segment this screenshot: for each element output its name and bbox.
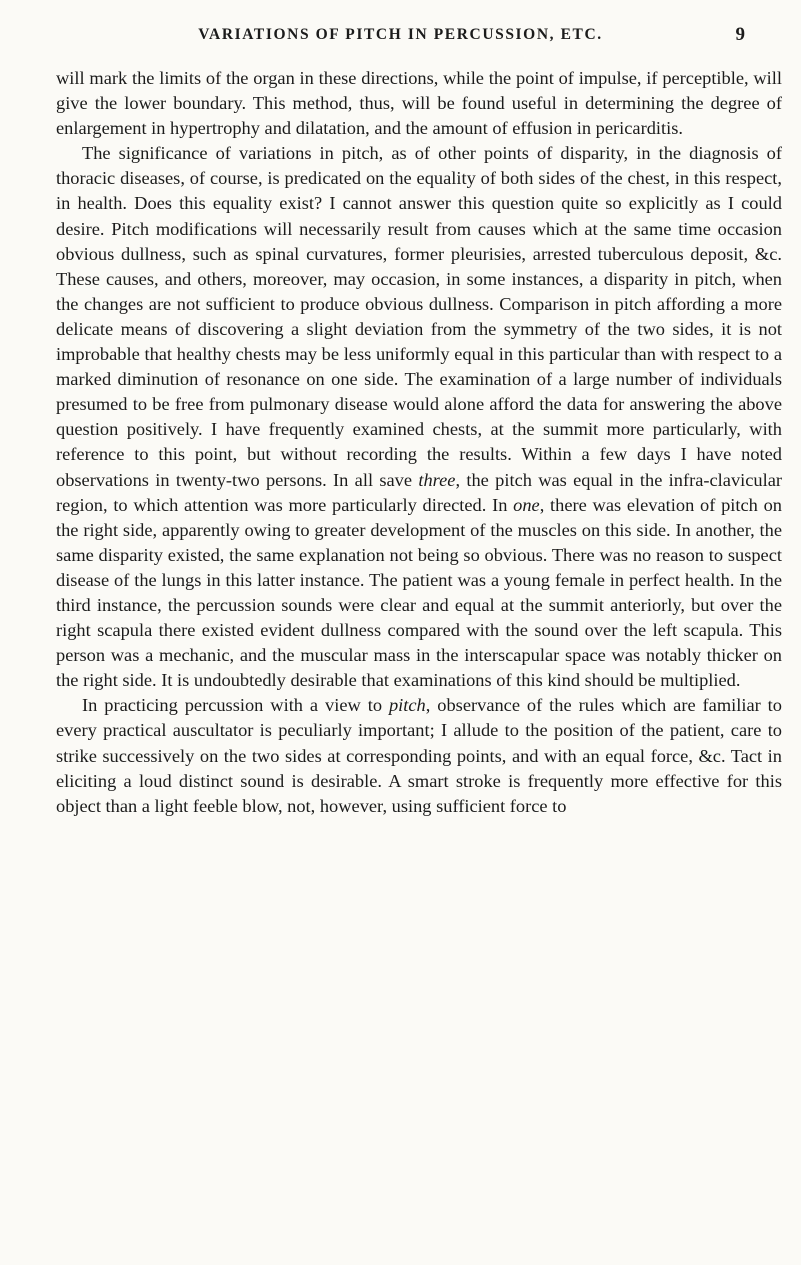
page-header <box>56 26 745 50</box>
paragraph <box>56 66 782 141</box>
paragraph <box>56 693 782 818</box>
text-segment: will mark the limits of the organ in these directions, while the point of impulse, if perceptible, will give the lower boundary. This method, thus, will be found useful in determining the degree of enlargement in hypertrophy and dilatation, and the amount of effusion in pericarditis. <box>56 68 782 139</box>
text-segment: The significance of variations in pitch, as of other points of disparity, in the diagnosis of thoracic diseases, of course, is predicated on the equality of both sides of the chest, in this respect, in health. Does this equality exist? I cannot answer this question quite so explicitly as I could desire. Pitch modifications will necessarily result from causes which at the same time occasion obvious dullness, such as spinal curvatures, former pleurisies, arrested tuberculous deposit, &c. These causes, and others, moreover, may occasion, in some instances, a disparity in pitch, when the changes are not sufficient to produce obvious dullness. Comparison in pitch affording a more delicate means of discovering a slight deviation from the symmetry of the two sides, it is not improbable that healthy chests may be less uniformly equal in this particular than with respect to a marked diminution of resonance on one side. The examination of a large number of individuals presumed to be free from pulmonary disease would alone afford the data for answering the above question positively. I have frequently examined chests, at the summit more particularly, with reference to this point, but without recording the results. Within a few days I have noted observations in twenty-two persons. In all save <box>56 143 782 490</box>
body-text <box>56 66 782 819</box>
text-segment: , there was elevation of pitch on the right side, apparently owing to greater development of the muscles on this side. In another, the same disparity existed, the same explanation not being so obvious. There was no reason to suspect disease of the lungs in this latter instance. The patient was a young female in perfect health. In the third instance, the percussion sounds were clear and equal at the summit anteriorly, but over the right scapula there existed evident dullness compared with the sound over the left scapula. This person was a mechanic, and the muscular mass in the interscapular space was notably thicker on the right side. It is undoubtedly desirable that examinations of this kind should be multiplied. <box>56 494 782 691</box>
running-head: VARIATIONS OF PITCH IN PERCUSSION, ETC. <box>198 26 603 43</box>
italic-text: three <box>418 469 456 490</box>
text-segment: In practicing percussion with a view to <box>82 695 389 716</box>
text-segment: , the pitch was equal in the infra-clavicular region, to which attention was more particularly directed. In <box>56 469 782 515</box>
text-segment: , observance of the rules which are familiar to every practical auscultator is peculiarly important; I allude to the position of the patient, care to strike successively on the two sides at corresponding points, and with an equal force, &c. Tact in eliciting a loud distinct sound is desirable. A smart stroke is frequently more effective for this object than a light feeble blow, not, however, using sufficient force to <box>56 695 782 816</box>
page-number: 9 <box>735 24 745 45</box>
italic-text: one <box>513 494 540 515</box>
italic-text: pitch <box>388 695 426 716</box>
paragraph <box>56 141 782 693</box>
